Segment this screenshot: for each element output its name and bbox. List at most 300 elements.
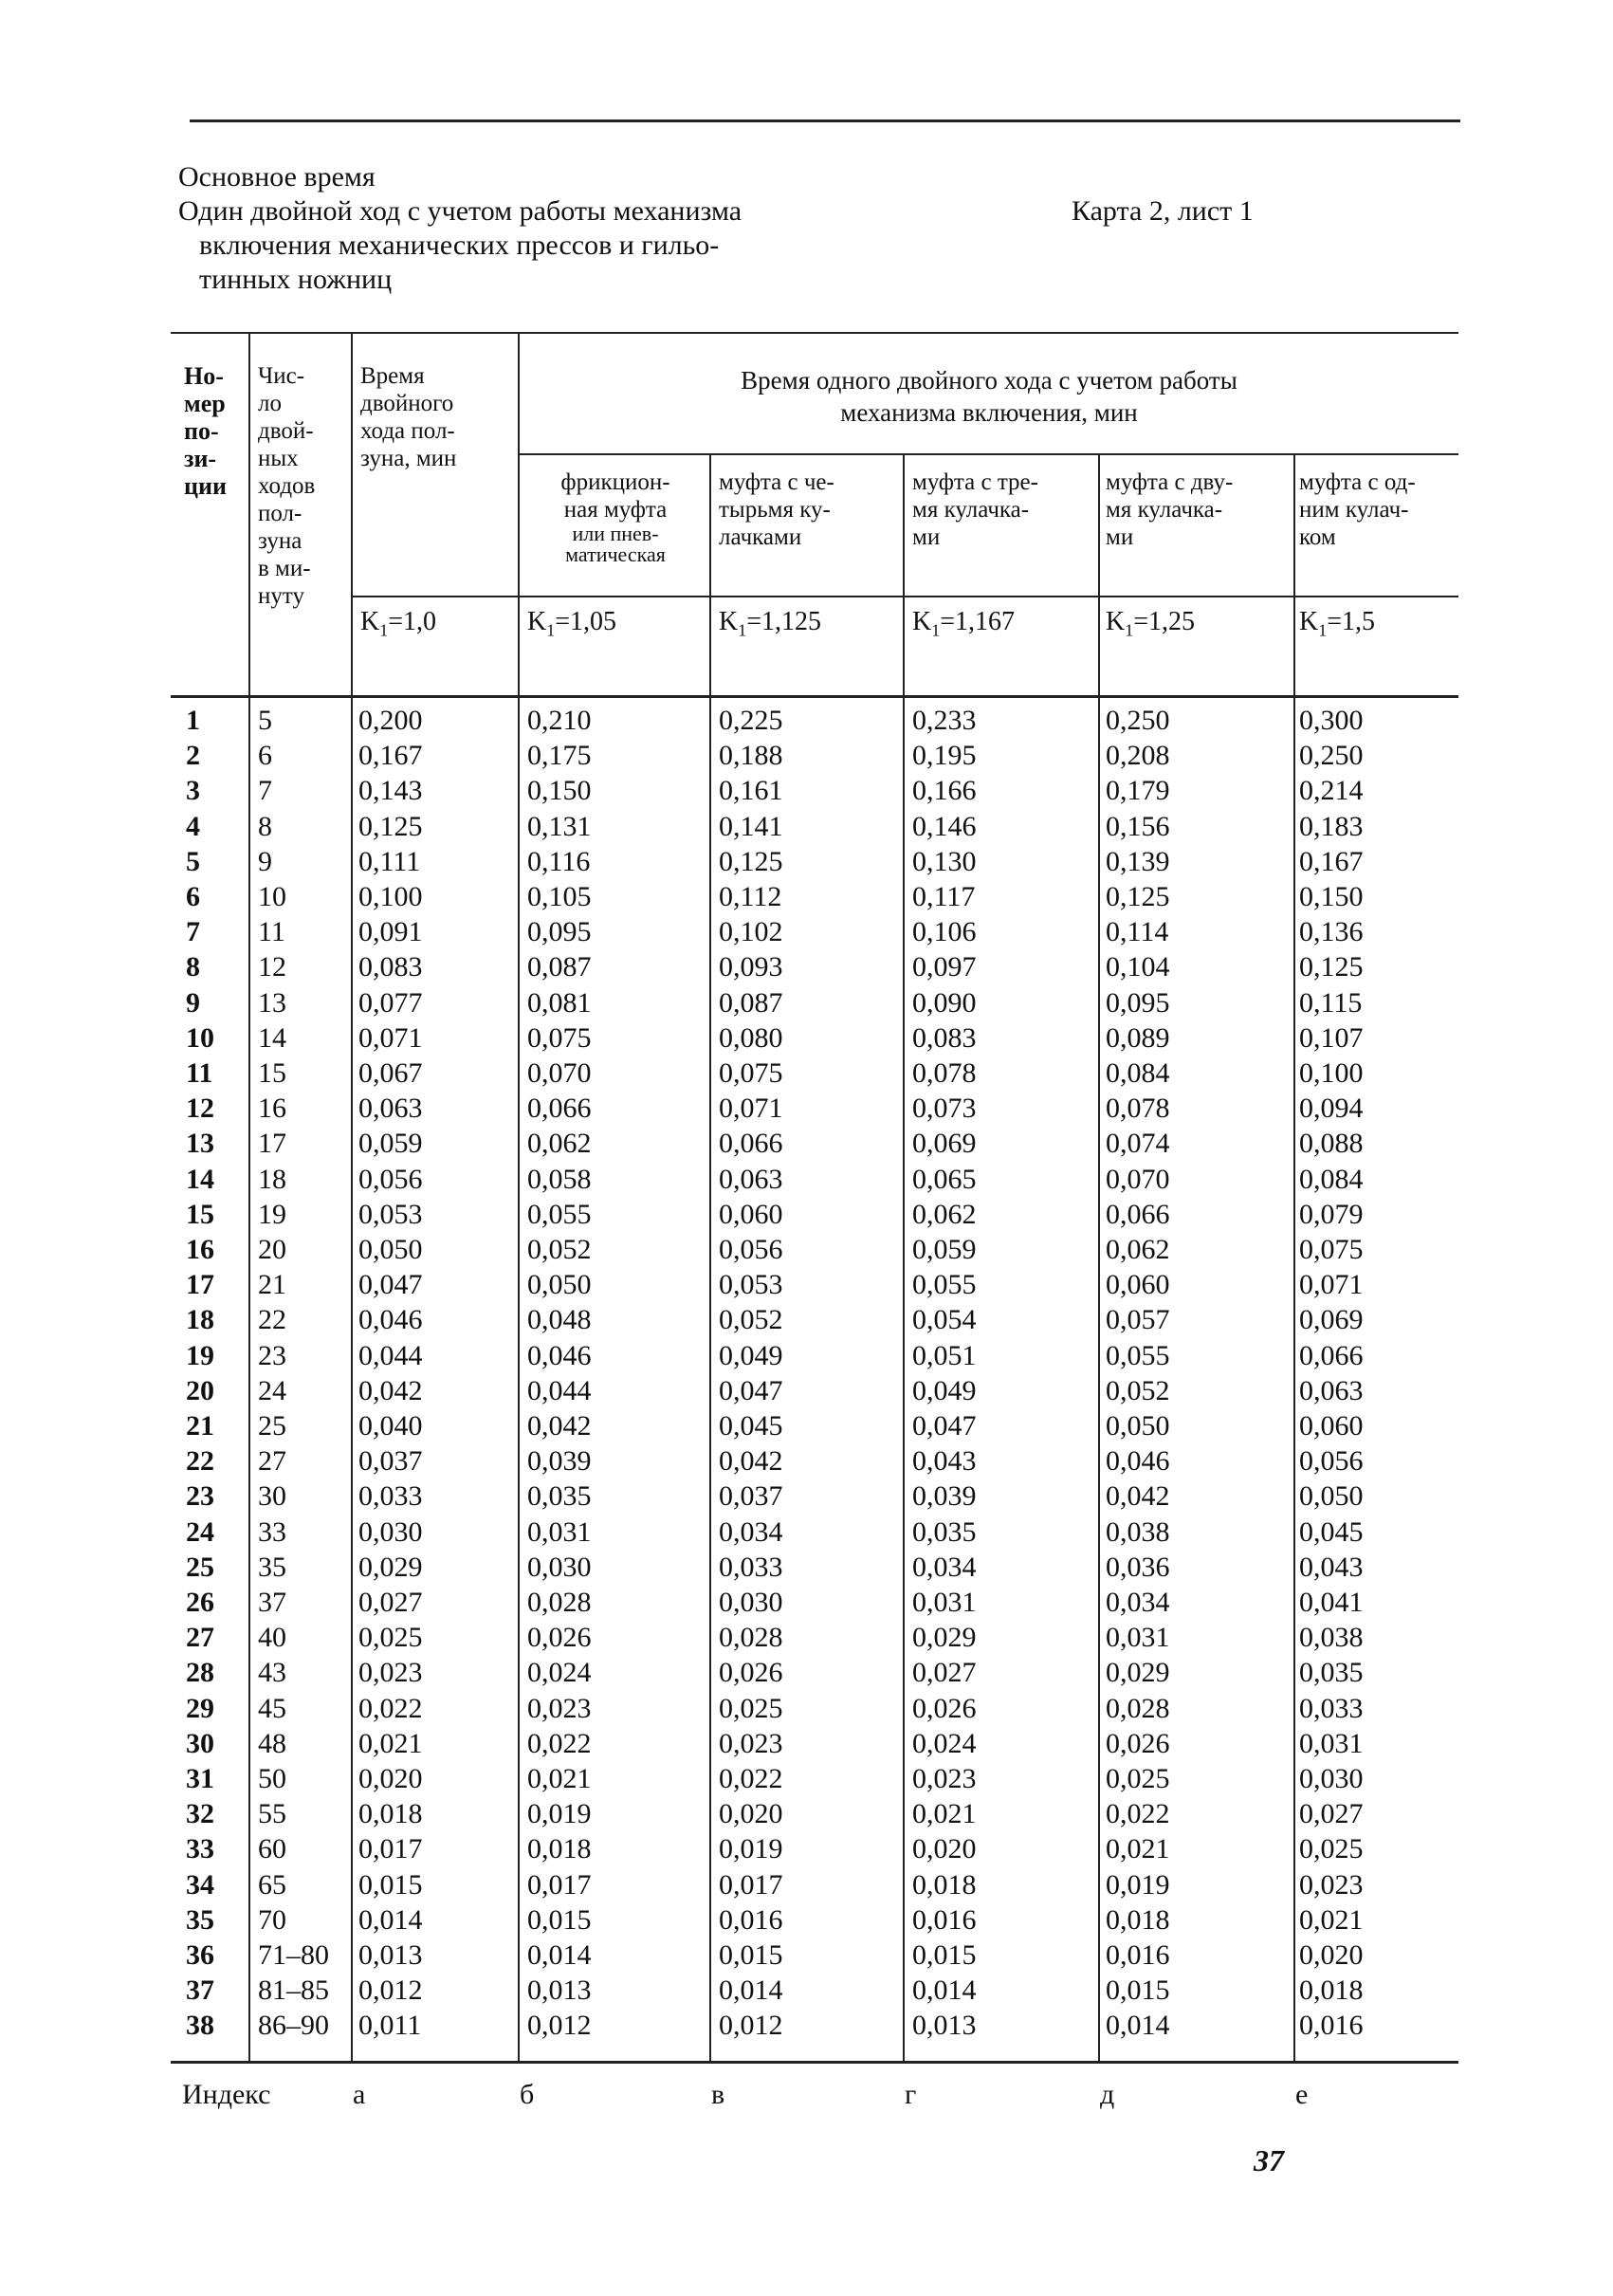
time-cell: 0,066: [527, 1093, 592, 1125]
time-cell: 0,139: [1106, 845, 1170, 877]
time-cell: 0,014: [912, 1975, 977, 2007]
time-cell: 0,208: [1106, 740, 1170, 772]
time-cell: 0,017: [527, 1868, 592, 1901]
time-cell: 0,125: [1106, 881, 1170, 912]
header-time: Время двойного хода пол- зуна, мин: [360, 363, 457, 471]
time-cell: 0,150: [527, 775, 592, 807]
time-cell: 0,175: [527, 740, 592, 772]
row-number: 17: [186, 1269, 214, 1301]
time-cell: 0,077: [358, 986, 423, 1019]
time-cell: 0,063: [1299, 1374, 1364, 1406]
time-cell: 0,040: [358, 1410, 423, 1442]
time-cell: 0,057: [1106, 1304, 1170, 1336]
time-cell: 0,019: [527, 1798, 592, 1830]
time-cell: 0,023: [1299, 1868, 1364, 1901]
time-cell: 0,100: [1299, 1057, 1364, 1089]
index-value-6: е: [1295, 2079, 1309, 2110]
time-cell: 0,018: [527, 1833, 592, 1865]
time-cell: 0,026: [912, 1692, 977, 1724]
time-cell: 0,063: [719, 1163, 783, 1195]
time-cell: 0,195: [912, 740, 977, 772]
row-number: 18: [186, 1304, 214, 1336]
time-cell: 0,028: [1106, 1692, 1170, 1724]
time-cell: 0,060: [1299, 1410, 1364, 1442]
time-cell: 0,020: [1299, 1939, 1364, 1971]
time-cell: 0,023: [527, 1692, 592, 1724]
time-cell: 0,179: [1106, 775, 1170, 807]
time-cell: 0,214: [1299, 775, 1364, 807]
time-cell: 0,200: [358, 705, 423, 736]
time-cell: 0,088: [1299, 1128, 1364, 1160]
time-cell: 0,066: [1299, 1339, 1364, 1371]
time-cell: 0,018: [358, 1798, 423, 1830]
row-number: 7: [186, 916, 200, 948]
time-cell: 0,052: [719, 1304, 783, 1336]
time-cell: 0,014: [719, 1975, 783, 2007]
time-cell: 0,037: [719, 1480, 783, 1513]
time-cell: 0,050: [358, 1234, 423, 1265]
time-cell: 0,083: [358, 951, 423, 983]
header-sub-friction: фрикцион- ная муфта или пнев- матическая: [560, 469, 670, 566]
time-cell: 0,027: [1299, 1798, 1364, 1830]
row-number: 33: [186, 1833, 214, 1865]
time-cell: 0,067: [358, 1057, 423, 1089]
header-sub-2cam: муфта с дву- мя кулачка- ми: [1106, 469, 1234, 550]
time-cell: 0,130: [912, 845, 977, 877]
header-sub-4cam: муфта с че- тырьмя ку- лачками: [719, 469, 834, 550]
strokes-cell: 27: [258, 1445, 286, 1478]
time-cell: 0,014: [1106, 2010, 1170, 2042]
index-value-5: д: [1100, 2079, 1115, 2110]
time-cell: 0,059: [358, 1128, 423, 1160]
strokes-cell: 6: [258, 740, 272, 772]
row-number: 2: [186, 740, 200, 772]
time-cell: 0,035: [912, 1515, 977, 1548]
time-cell: 0,079: [1299, 1198, 1364, 1230]
k-value-4: $K_1=1,167$: [912, 607, 1016, 640]
time-cell: 0,104: [1106, 951, 1170, 983]
time-cell: 0,023: [719, 1727, 783, 1759]
strokes-cell: 55: [258, 1798, 286, 1830]
col-rule-3: [518, 332, 520, 2063]
row-number: 10: [186, 1021, 214, 1054]
time-cell: 0,029: [912, 1622, 977, 1654]
time-cell: 0,116: [527, 845, 591, 877]
time-cell: 0,069: [912, 1128, 977, 1160]
time-cell: 0,020: [719, 1798, 783, 1830]
strokes-cell: 35: [258, 1551, 286, 1583]
time-cell: 0,042: [527, 1410, 592, 1442]
time-cell: 0,034: [719, 1515, 783, 1548]
time-cell: 0,018: [1106, 1903, 1170, 1936]
time-cell: 0,055: [912, 1269, 977, 1301]
time-cell: 0,026: [527, 1622, 592, 1654]
strokes-cell: 12: [258, 951, 286, 983]
time-cell: 0,017: [719, 1868, 783, 1901]
col-rule-1: [248, 332, 250, 2063]
time-cell: 0,016: [912, 1903, 977, 1936]
time-cell: 0,115: [1299, 986, 1363, 1019]
time-cell: 0,014: [527, 1939, 592, 1971]
time-cell: 0,062: [1106, 1234, 1170, 1265]
time-cell: 0,047: [358, 1269, 423, 1301]
time-cell: 0,084: [1299, 1163, 1364, 1195]
time-cell: 0,060: [1106, 1269, 1170, 1301]
time-cell: 0,047: [912, 1410, 977, 1442]
time-cell: 0,011: [358, 2010, 422, 2042]
row-number: 31: [186, 1763, 214, 1794]
time-cell: 0,183: [1299, 810, 1364, 842]
time-cell: 0,111: [358, 845, 421, 877]
row-number: 30: [186, 1727, 214, 1759]
strokes-cell: 10: [258, 881, 286, 912]
time-cell: 0,094: [1299, 1093, 1364, 1125]
time-cell: 0,066: [719, 1128, 783, 1160]
row-number: 20: [186, 1374, 214, 1406]
time-cell: 0,090: [912, 986, 977, 1019]
time-cell: 0,095: [1106, 986, 1170, 1019]
time-cell: 0,015: [912, 1939, 977, 1971]
strokes-cell: 21: [258, 1269, 286, 1301]
time-cell: 0,114: [1106, 916, 1169, 948]
row-number: 36: [186, 1939, 214, 1971]
strokes-cell: 25: [258, 1410, 286, 1442]
time-cell: 0,300: [1299, 705, 1364, 736]
time-cell: 0,019: [1106, 1868, 1170, 1901]
time-cell: 0,023: [358, 1657, 423, 1689]
title-line-4: тинных ножниц: [199, 264, 393, 295]
time-cell: 0,039: [912, 1480, 977, 1513]
time-cell: 0,093: [719, 951, 783, 983]
time-cell: 0,156: [1106, 810, 1170, 842]
strokes-cell: 40: [258, 1622, 286, 1654]
time-cell: 0,058: [527, 1163, 592, 1195]
time-cell: 0,080: [719, 1021, 783, 1054]
time-cell: 0,018: [1299, 1975, 1364, 2007]
row-number: 14: [186, 1163, 214, 1195]
k-value-5: $K_1=1,25$: [1106, 607, 1196, 640]
time-cell: 0,045: [719, 1410, 783, 1442]
title-line-1: Основное время: [178, 161, 376, 193]
time-cell: 0,038: [1299, 1622, 1364, 1654]
col-rule-6: [1098, 455, 1100, 2063]
time-cell: 0,043: [912, 1445, 977, 1478]
strokes-cell: 43: [258, 1657, 286, 1689]
time-cell: 0,107: [1299, 1021, 1364, 1054]
index-value-2: б: [520, 2079, 535, 2110]
row-number: 34: [186, 1868, 214, 1901]
time-cell: 0,056: [719, 1234, 783, 1265]
strokes-cell: 45: [258, 1692, 286, 1724]
time-cell: 0,030: [527, 1551, 592, 1583]
time-cell: 0,060: [719, 1198, 783, 1230]
time-cell: 0,161: [719, 775, 783, 807]
time-cell: 0,026: [719, 1657, 783, 1689]
row-number: 16: [186, 1234, 214, 1265]
time-cell: 0,019: [719, 1833, 783, 1865]
time-cell: 0,233: [912, 705, 977, 736]
time-cell: 0,075: [527, 1021, 592, 1054]
time-cell: 0,146: [912, 810, 977, 842]
time-cell: 0,028: [719, 1622, 783, 1654]
time-cell: 0,025: [1299, 1833, 1364, 1865]
time-cell: 0,091: [358, 916, 423, 948]
k-value-2: $K_1=1,05$: [527, 607, 617, 640]
time-cell: 0,095: [527, 916, 592, 948]
time-cell: 0,102: [719, 916, 783, 948]
time-cell: 0,046: [527, 1339, 592, 1371]
time-cell: 0,051: [912, 1339, 977, 1371]
time-cell: 0,022: [719, 1763, 783, 1794]
header-sub-3cam: муфта с тре- мя кулачка- ми: [912, 469, 1038, 550]
time-cell: 0,056: [1299, 1445, 1364, 1478]
time-cell: 0,029: [358, 1551, 423, 1583]
time-cell: 0,033: [719, 1551, 783, 1583]
time-cell: 0,031: [1299, 1727, 1364, 1759]
row-number: 29: [186, 1692, 214, 1724]
time-cell: 0,027: [912, 1657, 977, 1689]
time-cell: 0,167: [1299, 845, 1364, 877]
col-rule-5: [903, 455, 905, 2063]
time-cell: 0,078: [912, 1057, 977, 1089]
col-rule-4: [709, 455, 711, 2063]
time-cell: 0,048: [527, 1304, 592, 1336]
strokes-cell: 9: [258, 845, 272, 877]
time-cell: 0,052: [1106, 1374, 1170, 1406]
row-number: 38: [186, 2010, 214, 2042]
time-cell: 0,188: [719, 740, 783, 772]
time-cell: 0,073: [912, 1093, 977, 1125]
time-cell: 0,015: [719, 1939, 783, 1971]
k-value-3: $K_1=1,125$: [719, 607, 822, 640]
time-cell: 0,012: [527, 2010, 592, 2042]
index-value-4: г: [905, 2079, 917, 2110]
time-cell: 0,047: [719, 1374, 783, 1406]
time-cell: 0,066: [1106, 1198, 1170, 1230]
time-cell: 0,250: [1106, 705, 1170, 736]
time-cell: 0,059: [912, 1234, 977, 1265]
time-cell: 0,025: [719, 1692, 783, 1724]
row-number: 25: [186, 1551, 214, 1583]
time-cell: 0,016: [719, 1903, 783, 1936]
time-cell: 0,024: [527, 1657, 592, 1689]
time-cell: 0,049: [912, 1374, 977, 1406]
time-cell: 0,016: [1299, 2010, 1364, 2042]
row-number: 19: [186, 1339, 214, 1371]
time-cell: 0,021: [1106, 1833, 1170, 1865]
time-cell: 0,021: [527, 1763, 592, 1794]
col-rule-2: [351, 332, 353, 2063]
table-top-rule: [171, 332, 1458, 334]
time-cell: 0,084: [1106, 1057, 1170, 1089]
time-cell: 0,042: [719, 1445, 783, 1478]
strokes-cell: 19: [258, 1198, 286, 1230]
time-cell: 0,052: [527, 1234, 592, 1265]
row-number: 24: [186, 1515, 214, 1548]
row-number: 6: [186, 881, 200, 912]
time-cell: 0,045: [1299, 1515, 1364, 1548]
time-cell: 0,015: [358, 1868, 423, 1901]
time-cell: 0,012: [719, 2010, 783, 2042]
index-value-3: в: [711, 2079, 725, 2110]
time-cell: 0,036: [1106, 1551, 1170, 1583]
time-cell: 0,136: [1299, 916, 1364, 948]
header-strokes: Чис- ло двой- ных ходов пол- зуна в ми- нуту: [258, 363, 316, 609]
header-group: Время одного двойного хода с учетом работы механизма включения, мин: [741, 366, 1237, 427]
time-cell: 0,029: [1106, 1657, 1170, 1689]
time-cell: 0,055: [1106, 1339, 1170, 1371]
time-cell: 0,026: [1106, 1727, 1170, 1759]
time-cell: 0,087: [527, 951, 592, 983]
strokes-cell: 86–90: [258, 2010, 329, 2042]
time-cell: 0,065: [912, 1163, 977, 1195]
time-cell: 0,083: [912, 1021, 977, 1054]
time-cell: 0,131: [527, 810, 592, 842]
time-cell: 0,031: [912, 1587, 977, 1618]
card-label: Карта 2, лист 1: [1072, 195, 1254, 227]
time-cell: 0,018: [912, 1868, 977, 1901]
time-cell: 0,250: [1299, 740, 1364, 772]
strokes-cell: 24: [258, 1374, 286, 1406]
time-cell: 0,063: [358, 1093, 423, 1125]
time-cell: 0,141: [719, 810, 783, 842]
time-cell: 0,046: [1106, 1445, 1170, 1478]
time-cell: 0,056: [358, 1163, 423, 1195]
time-cell: 0,031: [527, 1515, 592, 1548]
index-label: Индекс: [182, 2079, 271, 2110]
header-num: Но- мер по- зи- ции: [184, 362, 227, 500]
top-rule: [190, 119, 1460, 122]
time-cell: 0,022: [358, 1692, 423, 1724]
k-value-6: $K_1=1,5$: [1299, 607, 1376, 640]
strokes-cell: 60: [258, 1833, 286, 1865]
time-cell: 0,038: [1106, 1515, 1170, 1548]
strokes-cell: 8: [258, 810, 272, 842]
time-cell: 0,035: [527, 1480, 592, 1513]
row-number: 23: [186, 1480, 214, 1513]
time-cell: 0,041: [1299, 1587, 1364, 1618]
time-cell: 0,100: [358, 881, 423, 912]
time-cell: 0,046: [358, 1304, 423, 1336]
time-cell: 0,044: [358, 1339, 423, 1371]
page-number: 37: [1254, 2143, 1284, 2177]
time-cell: 0,025: [358, 1622, 423, 1654]
time-cell: 0,089: [1106, 1021, 1170, 1054]
time-cell: 0,042: [1106, 1480, 1170, 1513]
strokes-cell: 33: [258, 1515, 286, 1548]
time-cell: 0,117: [912, 881, 976, 912]
time-cell: 0,013: [358, 1939, 423, 1971]
strokes-cell: 22: [258, 1304, 286, 1336]
strokes-cell: 65: [258, 1868, 286, 1901]
title-line-3: включения механических прессов и гильо-: [199, 230, 720, 261]
row-number: 28: [186, 1657, 214, 1689]
row-number: 3: [186, 775, 200, 807]
time-cell: 0,062: [912, 1198, 977, 1230]
time-cell: 0,053: [719, 1269, 783, 1301]
time-cell: 0,044: [527, 1374, 592, 1406]
row-number: 4: [186, 810, 200, 842]
time-cell: 0,031: [1106, 1622, 1170, 1654]
time-cell: 0,034: [912, 1551, 977, 1583]
time-cell: 0,030: [1299, 1763, 1364, 1794]
row-number: 8: [186, 951, 200, 983]
col-rule-7: [1293, 455, 1295, 2063]
strokes-cell: 48: [258, 1727, 286, 1759]
time-cell: 0,069: [1299, 1304, 1364, 1336]
strokes-cell: 14: [258, 1021, 286, 1054]
strokes-cell: 13: [258, 986, 286, 1019]
time-cell: 0,075: [1299, 1234, 1364, 1265]
time-cell: 0,037: [358, 1445, 423, 1478]
strokes-cell: 71–80: [258, 1939, 329, 1971]
row-number: 26: [186, 1587, 214, 1618]
time-cell: 0,049: [719, 1339, 783, 1371]
time-cell: 0,014: [358, 1903, 423, 1936]
time-cell: 0,070: [527, 1057, 592, 1089]
row-number: 12: [186, 1093, 214, 1125]
time-cell: 0,071: [719, 1093, 783, 1125]
time-cell: 0,028: [527, 1587, 592, 1618]
time-cell: 0,017: [358, 1833, 423, 1865]
time-cell: 0,070: [1106, 1163, 1170, 1195]
row-number: 15: [186, 1198, 214, 1230]
time-cell: 0,020: [912, 1833, 977, 1865]
time-cell: 0,021: [1299, 1903, 1364, 1936]
strokes-cell: 18: [258, 1163, 286, 1195]
time-cell: 0,042: [358, 1374, 423, 1406]
strokes-cell: 37: [258, 1587, 286, 1618]
time-cell: 0,150: [1299, 881, 1364, 912]
time-cell: 0,024: [912, 1727, 977, 1759]
time-cell: 0,097: [912, 951, 977, 983]
time-cell: 0,035: [1299, 1657, 1364, 1689]
row-number: 37: [186, 1975, 214, 2007]
time-cell: 0,062: [527, 1128, 592, 1160]
time-cell: 0,112: [719, 881, 782, 912]
time-cell: 0,033: [1299, 1692, 1364, 1724]
title-line-2: Один двойной ход с учетом работы механизма: [178, 195, 742, 227]
time-cell: 0,125: [1299, 951, 1364, 983]
time-cell: 0,087: [719, 986, 783, 1019]
time-cell: 0,020: [358, 1763, 423, 1794]
time-cell: 0,033: [358, 1480, 423, 1513]
time-cell: 0,125: [719, 845, 783, 877]
strokes-cell: 70: [258, 1903, 286, 1936]
time-cell: 0,143: [358, 775, 423, 807]
group-header-rule: [520, 453, 1458, 455]
time-cell: 0,022: [527, 1727, 592, 1759]
header-bottom-rule: [171, 695, 1458, 698]
time-cell: 0,034: [1106, 1587, 1170, 1618]
row-number: 1: [186, 705, 200, 736]
time-cell: 0,021: [358, 1727, 423, 1759]
time-cell: 0,016: [1106, 1939, 1170, 1971]
time-cell: 0,015: [1106, 1975, 1170, 2007]
strokes-cell: 81–85: [258, 1975, 329, 2007]
time-cell: 0,166: [912, 775, 977, 807]
time-cell: 0,022: [1106, 1798, 1170, 1830]
strokes-cell: 23: [258, 1339, 286, 1371]
time-cell: 0,071: [358, 1021, 423, 1054]
time-cell: 0,021: [912, 1798, 977, 1830]
strokes-cell: 50: [258, 1763, 286, 1794]
time-cell: 0,030: [358, 1515, 423, 1548]
strokes-cell: 20: [258, 1234, 286, 1265]
time-cell: 0,167: [358, 740, 423, 772]
strokes-cell: 11: [258, 916, 285, 948]
time-cell: 0,105: [527, 881, 592, 912]
